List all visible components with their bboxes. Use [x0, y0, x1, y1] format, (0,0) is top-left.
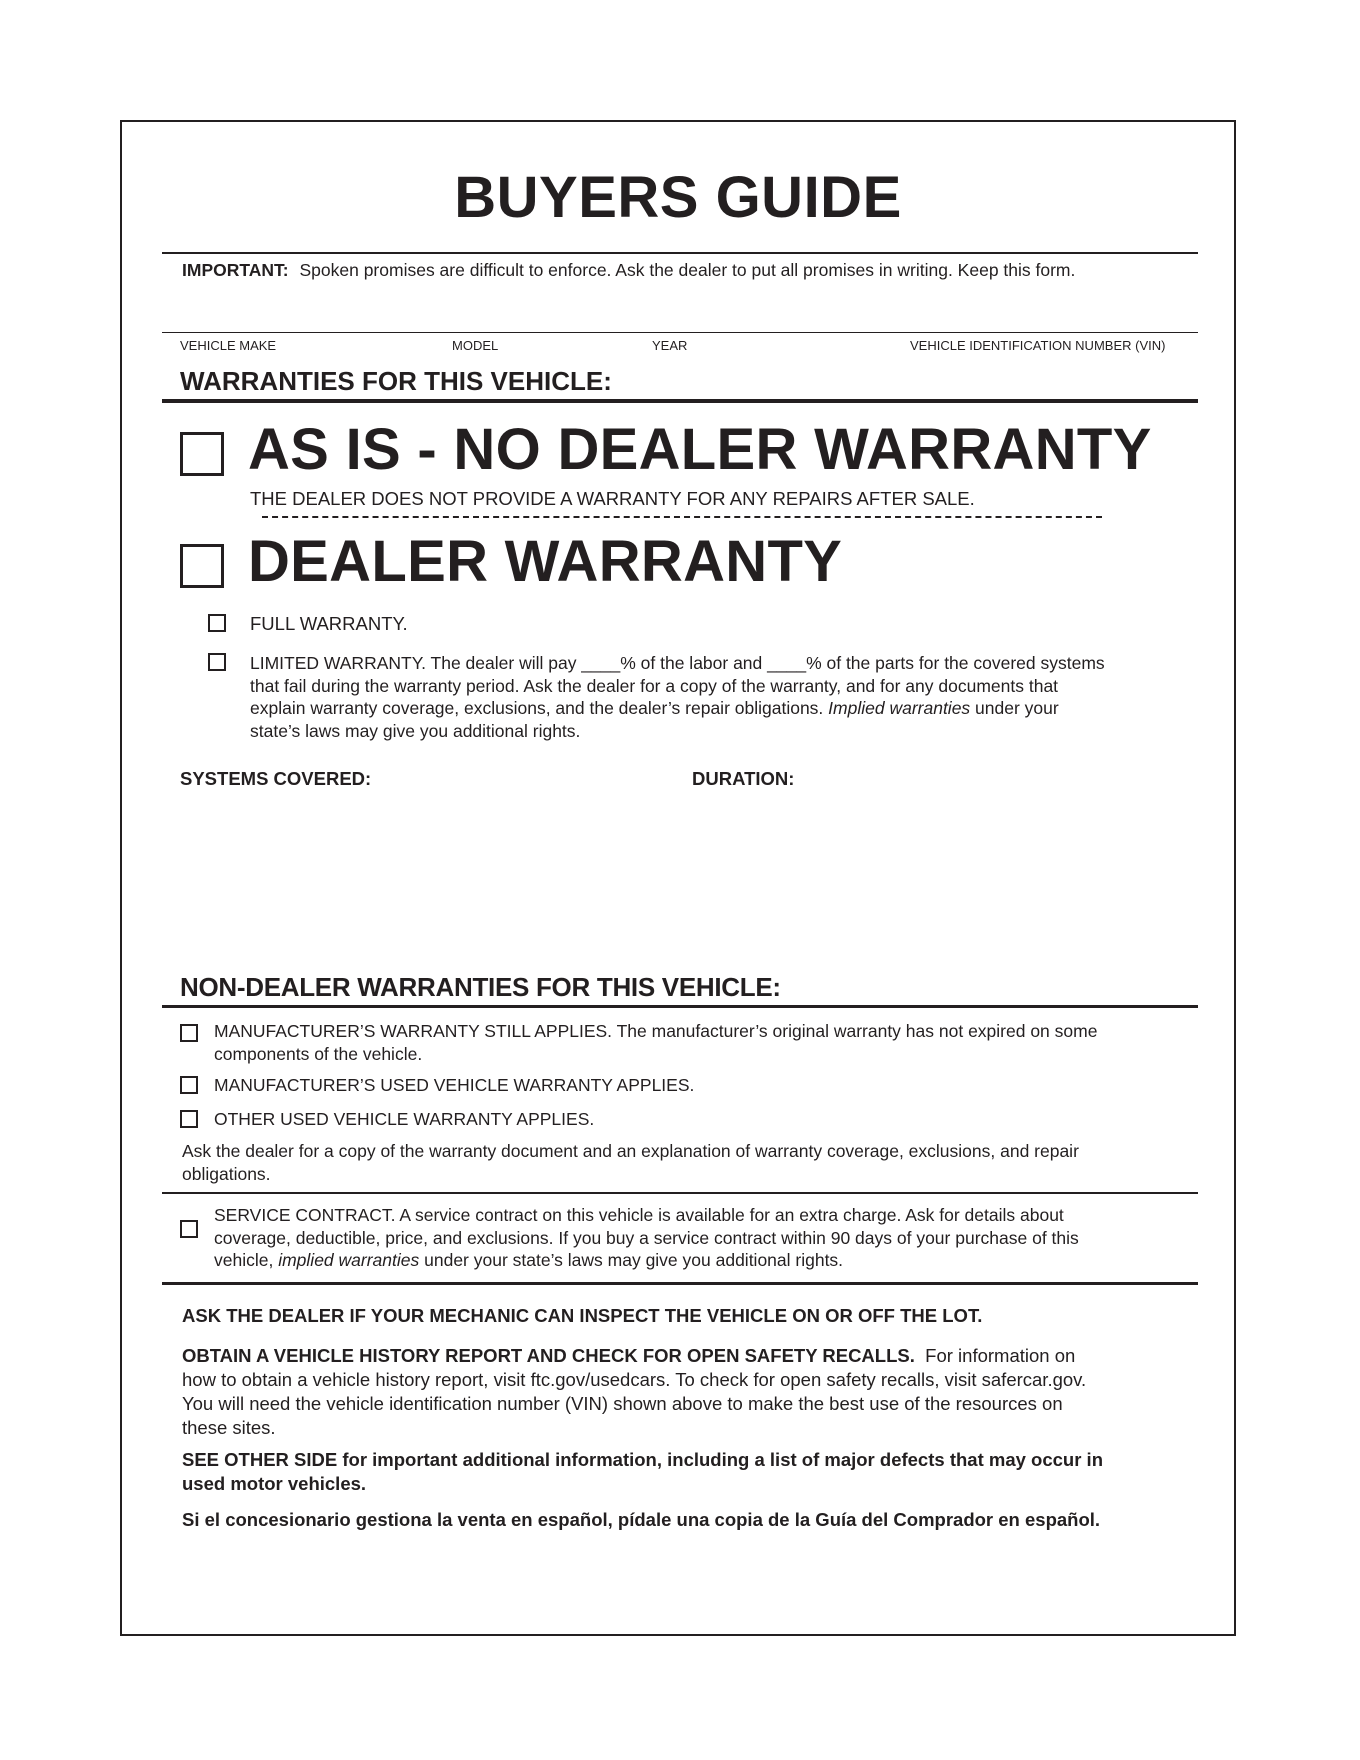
heading-rule — [162, 1005, 1198, 1008]
text-line — [182, 1344, 1086, 1368]
limited-warranty-text — [250, 652, 1105, 742]
mfr-warranty-still-checkbox[interactable] — [180, 1024, 198, 1042]
important-text: Spoken promises are difficult to enforce. Ask the dealer to put all promises in writing. Keep this form. — [299, 260, 1076, 280]
implied-warranties-italic: Implied warranties — [828, 698, 971, 718]
vehicle-make-label: VEHICLE MAKE — [180, 338, 277, 353]
service-contract-text — [214, 1204, 1079, 1272]
implied-warranties-italic: implied warranties — [278, 1250, 420, 1270]
limited-warranty-line: that fail during the warranty period. Ask the dealer for a copy of the warranty, and for any documents that — [250, 675, 1059, 696]
text-line: how to obtain a vehicle history report, visit ftc.gov/usedcars. To check for open safety recalls, visit safercar.gov. — [182, 1369, 1087, 1390]
limited-warranty-checkbox[interactable] — [208, 653, 226, 671]
heading-rule — [162, 1282, 1198, 1285]
full-warranty-checkbox[interactable] — [208, 614, 226, 632]
text-line: obligations. — [182, 1163, 271, 1184]
divider — [162, 252, 1198, 254]
systems-covered-label: SYSTEMS COVERED: — [180, 768, 372, 789]
full-warranty-label: FULL WARRANTY. — [250, 613, 408, 634]
page-title: BUYERS GUIDE — [454, 165, 902, 230]
see-other-side-notice — [182, 1448, 1103, 1496]
limited-warranty-line: state’s laws may give you additional rights. — [250, 720, 581, 741]
vin-label: VEHICLE IDENTIFICATION NUMBER (VIN) — [910, 338, 1166, 353]
limited-warranty-line — [250, 697, 1105, 720]
history-bold: OBTAIN A VEHICLE HISTORY REPORT AND CHECK FOR OPEN SAFETY RECALLS. — [182, 1345, 915, 1366]
warranties-heading: WARRANTIES FOR THIS VEHICLE: — [180, 366, 612, 396]
ask-dealer-text — [182, 1140, 1079, 1185]
divider — [162, 1192, 1198, 1194]
text-line: SEE OTHER SIDE for important additional information, including a list of major defects that may occur in — [182, 1449, 1103, 1470]
other-used-warranty-checkbox[interactable] — [180, 1110, 198, 1128]
service-contract-checkbox[interactable] — [180, 1220, 198, 1238]
as-is-subtitle: THE DEALER DOES NOT PROVIDE A WARRANTY FOR ANY REPAIRS AFTER SALE. — [250, 488, 975, 509]
text-line: MANUFACTURER’S WARRANTY STILL APPLIES. The manufacturer’s original warranty has not expired on some — [214, 1021, 1098, 1041]
other-used-warranty-label: OTHER USED VEHICLE WARRANTY APPLIES. — [214, 1109, 595, 1129]
text-line: You will need the vehicle identification number (VIN) shown above to make the best use of the resources on — [182, 1393, 1063, 1414]
text-line: SERVICE CONTRACT. A service contract on this vehicle is available for an extra charge. Ask for details about — [214, 1205, 1064, 1225]
important-notice — [182, 260, 1075, 281]
text-fragment: vehicle, — [214, 1250, 274, 1270]
heading-rule — [162, 399, 1198, 403]
limited-warranty-line: LIMITED WARRANTY. The dealer will pay ____% of the labor and ____% of the parts for the covered systems — [250, 653, 1105, 673]
dashed-separator — [262, 516, 1102, 518]
history-report-notice — [182, 1344, 1086, 1440]
text-fragment: under your state’s laws may give you additional rights. — [424, 1250, 844, 1270]
limited-warranty-fragment: explain warranty coverage, exclusions, and the dealer’s repair obligations. — [250, 698, 824, 718]
text-line: these sites. — [182, 1417, 276, 1438]
mfr-used-warranty-label: MANUFACTURER’S USED VEHICLE WARRANTY APPLIES. — [214, 1075, 695, 1095]
mechanic-notice: ASK THE DEALER IF YOUR MECHANIC CAN INSPECT THE VEHICLE ON OR OFF THE LOT. — [182, 1305, 983, 1326]
text-line: coverage, deductible, price, and exclusions. If you buy a service contract within 90 days of your purchase of this — [214, 1227, 1079, 1248]
dealer-warranty-title: DEALER WARRANTY — [248, 529, 843, 594]
text-line: components of the vehicle. — [214, 1043, 423, 1064]
text-line: Ask the dealer for a copy of the warranty document and an explanation of warranty coverage, exclusions, and repair — [182, 1141, 1079, 1161]
as-is-checkbox[interactable] — [180, 432, 224, 476]
mfr-warranty-still-text — [214, 1020, 1097, 1065]
text-line: used motor vehicles. — [182, 1473, 367, 1494]
limited-warranty-fragment: under your — [975, 698, 1059, 718]
as-is-title: AS IS - NO DEALER WARRANTY — [248, 417, 1152, 482]
important-label: IMPORTANT: — [182, 260, 289, 280]
spanish-notice: Si el concesionario gestiona la venta en español, pídale una copia de la Guía del Comprador en español. — [182, 1509, 1101, 1530]
duration-label: DURATION: — [692, 768, 795, 789]
buyers-guide-form — [120, 120, 1236, 1636]
text-fragment: For information on — [925, 1345, 1076, 1366]
non-dealer-heading: NON-DEALER WARRANTIES FOR THIS VEHICLE: — [180, 972, 781, 1002]
year-label: YEAR — [652, 338, 688, 353]
vehicle-line — [162, 332, 1198, 333]
text-line — [214, 1249, 1079, 1272]
model-label: MODEL — [452, 338, 499, 353]
dealer-warranty-checkbox[interactable] — [180, 544, 224, 588]
mfr-used-warranty-checkbox[interactable] — [180, 1076, 198, 1094]
